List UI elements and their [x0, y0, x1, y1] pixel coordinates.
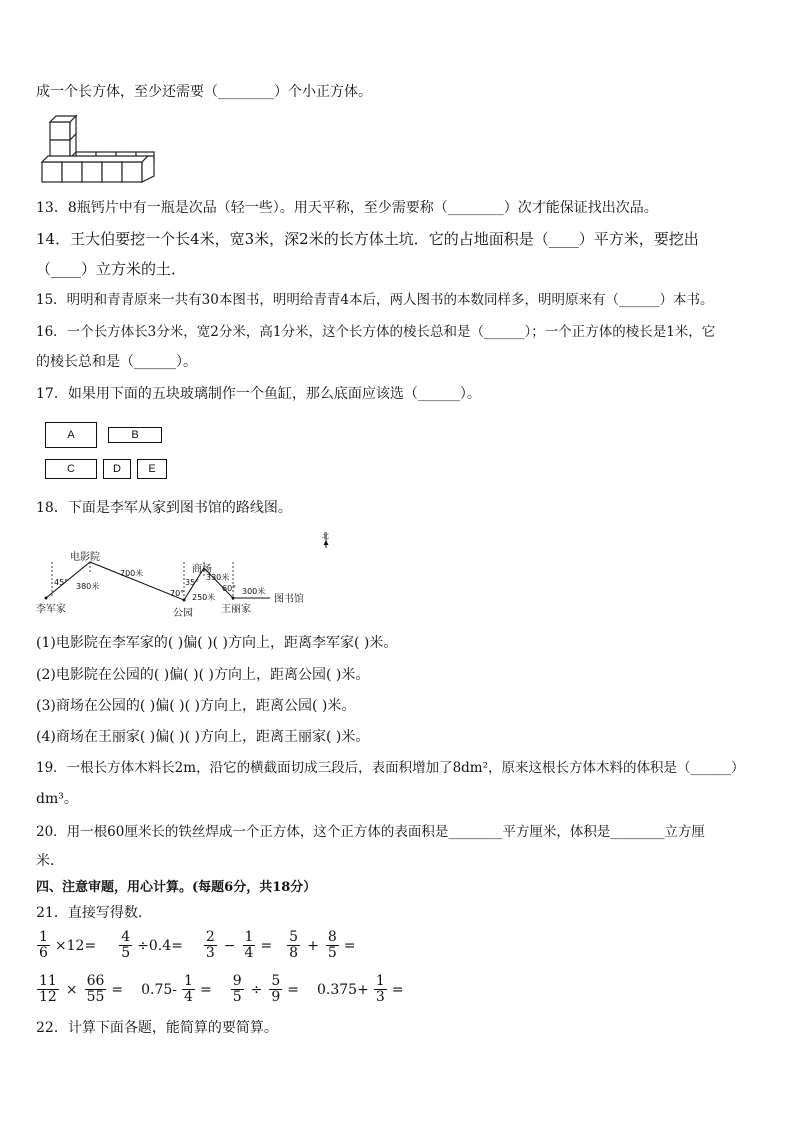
question-19-line1: 19．一根长方体木料长2m，沿它的横截面切成三段后，表面积增加了8dm²，原来这根长方体木料的体积是（______） [36, 760, 745, 776]
question-18-item-2: (2)电影院在公园的( )偏( )( )方向上，距离公园( )米。 [36, 667, 370, 683]
fraction: $\frac{1}{4}$ [184, 973, 193, 1005]
q21-row-2: $\frac{11}{12}$ × $\frac{66}{55}$ = 0.75- $\frac{1}{4}$ = $\frac{9}{5}$ ÷ $\frac{5}{9}$ = 0.375+ $\frac{1}{3}$ = [39, 973, 404, 1005]
fraction: $\frac{66}{55}$ [86, 973, 105, 1005]
q21-row-1: $\frac{1}{6}$ ×12= $\frac{4}{5}$ ÷0.4= $\frac{2}{3}$ − $\frac{1}{4}$ = $\frac{5}{8}$ + $\frac{8}{5}$ = [39, 929, 356, 961]
question-18-item-1: (1)电影院在李军家的( )偏( )( )方向上，距离李军家( )米。 [36, 635, 398, 651]
question-14-line2: （____）立方米的土． [36, 260, 187, 278]
question-15: 15．明明和青青原来一共有30本图书，明明给青青4本后，两人图书的本数同样多，明明原来有（______）本书。 [36, 292, 714, 308]
glass-piece-d: D [103, 459, 131, 479]
question-18-item-4: (4)商场在王丽家( )偏( )( )方向上，距离王丽家( )米。 [36, 729, 370, 745]
fraction: $\frac{11}{12}$ [39, 973, 57, 1005]
fraction: $\frac{1}{6}$ [39, 929, 48, 961]
glass-piece-a: A [45, 422, 97, 448]
question-20-line1: 20．用一根60厘米长的铁丝焊成一个正方体，这个正方体的表面积是________平方厘米，体积是________立方厘 [36, 824, 705, 840]
question-21: 21．直接写得数． [36, 905, 152, 921]
question-16-line1: 16．一个长方体长3分米，宽2分米，高1分米，这个长方体的棱长总和是（______）；一个正方体的棱长是1米，它 [36, 324, 716, 340]
distance-700: 700米 [120, 569, 144, 578]
place-park: 公园 [173, 608, 193, 619]
fraction: $\frac{9}{5}$ [232, 973, 242, 1005]
fraction: $\frac{4}{5}$ [121, 929, 131, 961]
fraction: $\frac{5}{9}$ [271, 973, 281, 1005]
fraction: $\frac{2}{3}$ [205, 929, 215, 961]
question-17: 17．如果用下面的五块玻璃制作一个鱼缸，那么底面应该选（______）。 [36, 386, 481, 402]
angle-45: 45° [54, 578, 69, 587]
route-map [34, 528, 334, 620]
glass-piece-e: E [137, 459, 167, 479]
north-label: 北 [322, 532, 329, 540]
glass-piece-c: C [45, 459, 97, 479]
question-19-line2: dm³。 [36, 791, 78, 807]
glass-piece-b: B [108, 427, 162, 443]
fraction: $\frac{1}{3}$ [375, 973, 385, 1005]
distance-250: 250米 [192, 593, 216, 602]
fraction: $\frac{1}{4}$ [244, 929, 254, 961]
question-14-line1: 14．王大伯要挖一个长4米，宽3米，深2米的长方体土坑．它的占地面积是（____）平方米，要挖出 [36, 230, 699, 248]
angle-60: 60° [222, 584, 237, 593]
question-18: 18．下面是李军从家到图书馆的路线图。 [36, 500, 292, 516]
fraction: $\frac{8}{5}$ [327, 929, 337, 961]
question-20-line2: 米． [36, 853, 64, 869]
question-13: 13．8瓶钙片中有一瓶是次品（轻一些）。用天平称，至少需要称（________）次才能保证找出次品。 [36, 200, 658, 216]
place-wangli-home: 王丽家 [221, 604, 251, 615]
place-lijun-home: 李军家 [36, 604, 66, 615]
place-mall: 商场 [192, 564, 212, 575]
question-16-line2: 的棱长总和是（______）。 [36, 354, 197, 370]
question-18-item-3: (3)商场在公园的( )偏( )( )方向上，距离公园( )米。 [36, 698, 356, 714]
distance-300: 300米 [242, 587, 266, 596]
distance-380: 380米 [76, 582, 100, 591]
angle-35: 35° [185, 578, 200, 587]
place-library: 图书馆 [274, 594, 304, 605]
cube-stack-figure [40, 112, 160, 186]
question-12-tail: 成一个长方体，至少还需要（________）个小正方体。 [36, 84, 372, 100]
section-4-heading: 四、注意审题，用心计算。(每题6分，共18分） [36, 880, 317, 895]
distance-330: 330米 [206, 573, 230, 582]
angle-70: 70° [170, 589, 185, 598]
fraction: $\frac{5}{8}$ [289, 929, 299, 961]
place-cinema: 电影院 [70, 552, 100, 563]
question-22: 22．计算下面各题，能简算的要简算。 [36, 1020, 278, 1036]
